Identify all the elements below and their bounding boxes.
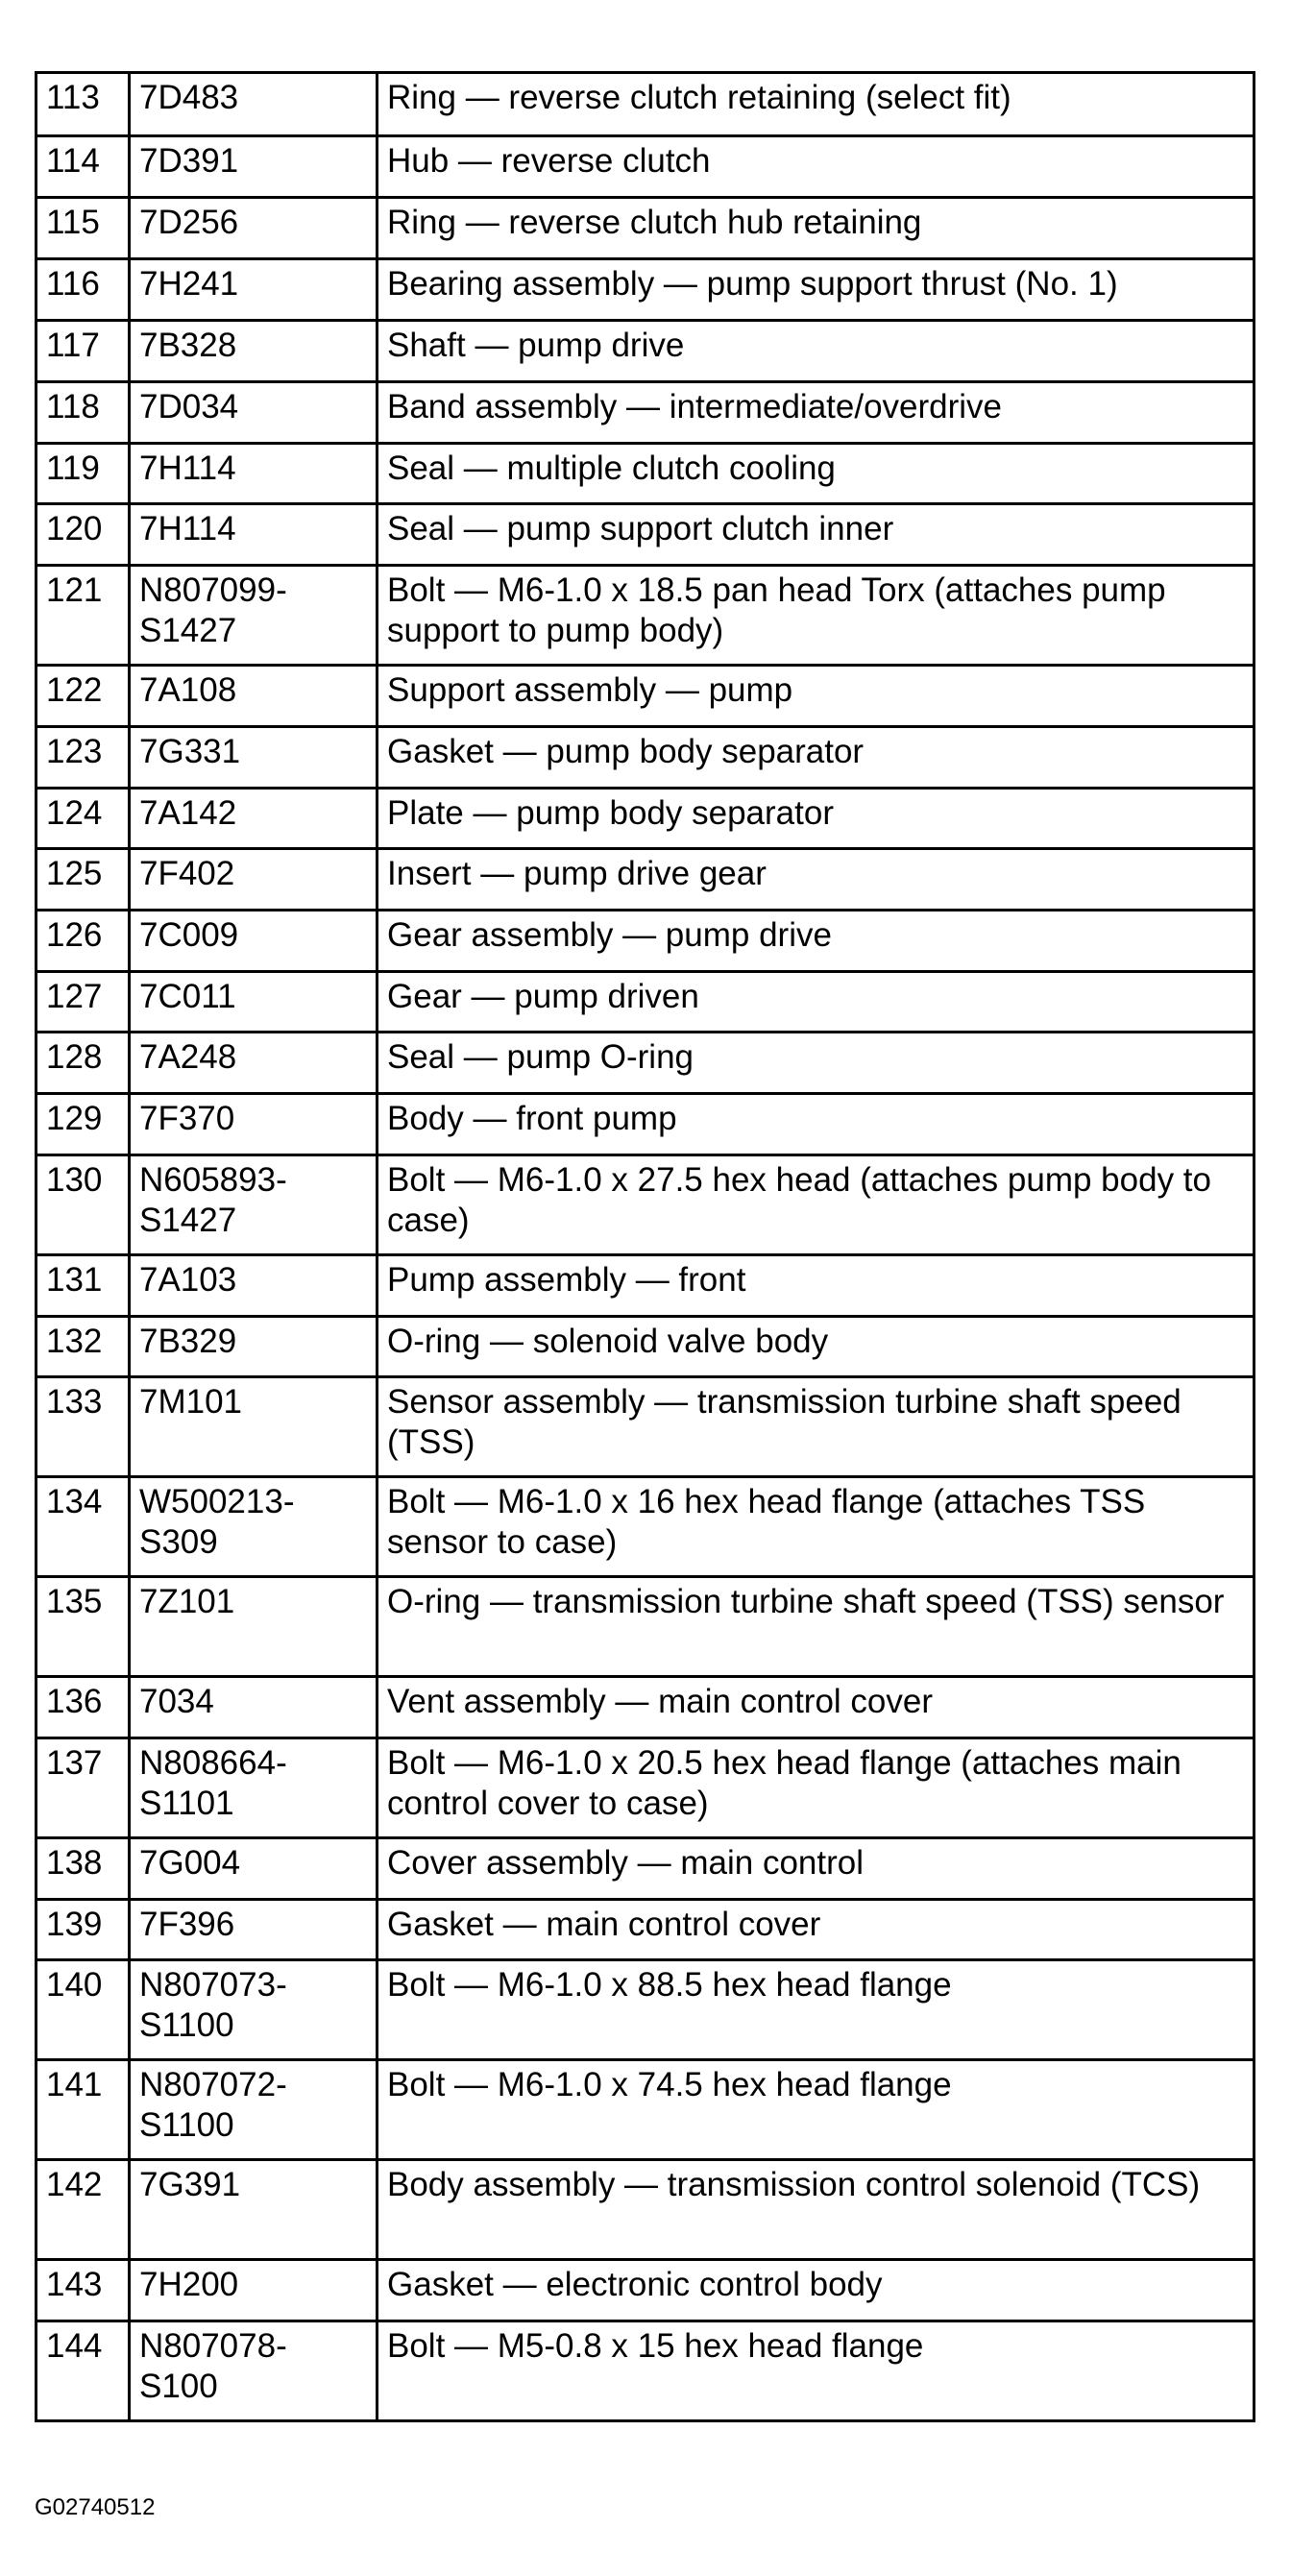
item-number-cell: 124: [37, 789, 130, 849]
part-number-cell: 7G331: [130, 727, 378, 789]
part-number-cell: N807078- S100: [130, 2321, 378, 2421]
item-number-cell: 133: [37, 1377, 130, 1477]
part-number-cell: 7034: [130, 1677, 378, 1738]
table-row: [37, 1377, 1254, 1477]
item-number-cell: 143: [37, 2260, 130, 2321]
description-cell: Sensor assembly — transmission turbine shaft speed (TSS): [378, 1377, 1254, 1477]
table-row: [37, 1900, 1254, 1960]
table-row: [37, 727, 1254, 789]
item-number-cell: 116: [37, 259, 130, 321]
item-number-cell: 121: [37, 566, 130, 666]
description-cell: Hub — reverse clutch: [378, 136, 1254, 198]
part-number-cell: 7A108: [130, 666, 378, 727]
table-row: [37, 382, 1254, 444]
item-number-cell: 131: [37, 1255, 130, 1317]
table-row: [37, 1677, 1254, 1738]
part-number-cell: 7B329: [130, 1317, 378, 1377]
table-row: [37, 1317, 1254, 1377]
description-cell: Gasket — electronic control body: [378, 2260, 1254, 2321]
part-number-cell: 7H114: [130, 504, 378, 566]
table-row: [37, 321, 1254, 382]
item-number-cell: 120: [37, 504, 130, 566]
item-number-cell: 122: [37, 666, 130, 727]
item-number-cell: 132: [37, 1317, 130, 1377]
description-cell: Gasket — pump body separator: [378, 727, 1254, 789]
part-number-cell: 7A103: [130, 1255, 378, 1317]
description-cell: Seal — pump O-ring: [378, 1033, 1254, 1094]
part-number-cell: 7G004: [130, 1838, 378, 1900]
item-number-cell: 119: [37, 444, 130, 504]
item-number-cell: 118: [37, 382, 130, 444]
part-number-cell: 7C011: [130, 972, 378, 1033]
description-cell: Pump assembly — front: [378, 1255, 1254, 1317]
item-number-cell: 140: [37, 1960, 130, 2060]
description-cell: Bolt — M6-1.0 x 27.5 hex head (attaches pump body to case): [378, 1155, 1254, 1255]
item-number-cell: 139: [37, 1900, 130, 1960]
item-number-cell: 134: [37, 1477, 130, 1577]
description-cell: Insert — pump drive gear: [378, 849, 1254, 911]
description-cell: Bolt — M6-1.0 x 16 hex head flange (attaches TSS sensor to case): [378, 1477, 1254, 1577]
table-row: [37, 1738, 1254, 1838]
item-number-cell: 136: [37, 1677, 130, 1738]
description-cell: Bolt — M6-1.0 x 74.5 hex head flange: [378, 2060, 1254, 2160]
description-cell: O-ring — transmission turbine shaft speed (TSS) sensor: [378, 1577, 1254, 1677]
table-row: [37, 444, 1254, 504]
item-number-cell: 114: [37, 136, 130, 198]
description-cell: Cover assembly — main control: [378, 1838, 1254, 1900]
table-row: [37, 73, 1254, 136]
table-row: [37, 198, 1254, 259]
part-number-cell: 7F370: [130, 1094, 378, 1155]
table-row: [37, 2060, 1254, 2160]
description-cell: Shaft — pump drive: [378, 321, 1254, 382]
part-number-cell: 7B328: [130, 321, 378, 382]
description-cell: Seal — multiple clutch cooling: [378, 444, 1254, 504]
item-number-cell: 130: [37, 1155, 130, 1255]
description-cell: Support assembly — pump: [378, 666, 1254, 727]
table-row: [37, 1577, 1254, 1677]
description-cell: Ring — reverse clutch retaining (select fit): [378, 73, 1254, 136]
description-cell: Body — front pump: [378, 1094, 1254, 1155]
part-number-cell: 7D256: [130, 198, 378, 259]
item-number-cell: 127: [37, 972, 130, 1033]
part-number-cell: W500213- S309: [130, 1477, 378, 1577]
item-number-cell: 115: [37, 198, 130, 259]
item-number-cell: 137: [37, 1738, 130, 1838]
part-number-cell: 7D391: [130, 136, 378, 198]
part-number-cell: 7D483: [130, 73, 378, 136]
description-cell: Body assembly — transmission control solenoid (TCS): [378, 2160, 1254, 2260]
table-row: [37, 2321, 1254, 2421]
figure-code: G02740512: [35, 2494, 156, 2520]
item-number-cell: 117: [37, 321, 130, 382]
item-number-cell: 125: [37, 849, 130, 911]
part-number-cell: 7Z101: [130, 1577, 378, 1677]
description-cell: Bolt — M5-0.8 x 15 hex head flange: [378, 2321, 1254, 2421]
table-row: [37, 666, 1254, 727]
description-cell: Bolt — M6-1.0 x 20.5 hex head flange (attaches main control cover to case): [378, 1738, 1254, 1838]
table-row: [37, 259, 1254, 321]
part-number-cell: 7F402: [130, 849, 378, 911]
description-cell: Vent assembly — main control cover: [378, 1677, 1254, 1738]
item-number-cell: 141: [37, 2060, 130, 2160]
table-row: [37, 911, 1254, 972]
item-number-cell: 113: [37, 73, 130, 136]
table-row: [37, 1255, 1254, 1317]
part-number-cell: N807073- S1100: [130, 1960, 378, 2060]
item-number-cell: 135: [37, 1577, 130, 1677]
description-cell: Gear assembly — pump drive: [378, 911, 1254, 972]
item-number-cell: 129: [37, 1094, 130, 1155]
table-row: [37, 1960, 1254, 2060]
item-number-cell: 138: [37, 1838, 130, 1900]
item-number-cell: 126: [37, 911, 130, 972]
table-row: [37, 504, 1254, 566]
item-number-cell: 128: [37, 1033, 130, 1094]
parts-table: [35, 71, 1255, 2422]
table-row: [37, 566, 1254, 666]
description-cell: Bolt — M6-1.0 x 88.5 hex head flange: [378, 1960, 1254, 2060]
part-number-cell: 7D034: [130, 382, 378, 444]
table-row: [37, 789, 1254, 849]
part-number-cell: 7C009: [130, 911, 378, 972]
part-number-cell: 7A248: [130, 1033, 378, 1094]
description-cell: Bolt — M6-1.0 x 18.5 pan head Torx (attaches pump support to pump body): [378, 566, 1254, 666]
description-cell: Bearing assembly — pump support thrust (No. 1): [378, 259, 1254, 321]
description-cell: Gasket — main control cover: [378, 1900, 1254, 1960]
part-number-cell: 7A142: [130, 789, 378, 849]
part-number-cell: N605893- S1427: [130, 1155, 378, 1255]
table-row: [37, 136, 1254, 198]
description-cell: Seal — pump support clutch inner: [378, 504, 1254, 566]
part-number-cell: N808664- S1101: [130, 1738, 378, 1838]
part-number-cell: 7F396: [130, 1900, 378, 1960]
part-number-cell: 7H241: [130, 259, 378, 321]
item-number-cell: 144: [37, 2321, 130, 2421]
table-row: [37, 1155, 1254, 1255]
table-row: [37, 972, 1254, 1033]
item-number-cell: 123: [37, 727, 130, 789]
table-row: [37, 1477, 1254, 1577]
description-cell: Band assembly — intermediate/overdrive: [378, 382, 1254, 444]
description-cell: Plate — pump body separator: [378, 789, 1254, 849]
part-number-cell: 7M101: [130, 1377, 378, 1477]
parts-table-body: [37, 73, 1254, 2421]
item-number-cell: 142: [37, 2160, 130, 2260]
part-number-cell: 7H200: [130, 2260, 378, 2321]
table-row: [37, 849, 1254, 911]
description-cell: O-ring — solenoid valve body: [378, 1317, 1254, 1377]
table-row: [37, 1094, 1254, 1155]
part-number-cell: N807099- S1427: [130, 566, 378, 666]
table-row: [37, 1033, 1254, 1094]
table-row: [37, 2160, 1254, 2260]
part-number-cell: N807072- S1100: [130, 2060, 378, 2160]
table-row: [37, 1838, 1254, 1900]
part-number-cell: 7G391: [130, 2160, 378, 2260]
part-number-cell: 7H114: [130, 444, 378, 504]
description-cell: Gear — pump driven: [378, 972, 1254, 1033]
table-row: [37, 2260, 1254, 2321]
description-cell: Ring — reverse clutch hub retaining: [378, 198, 1254, 259]
